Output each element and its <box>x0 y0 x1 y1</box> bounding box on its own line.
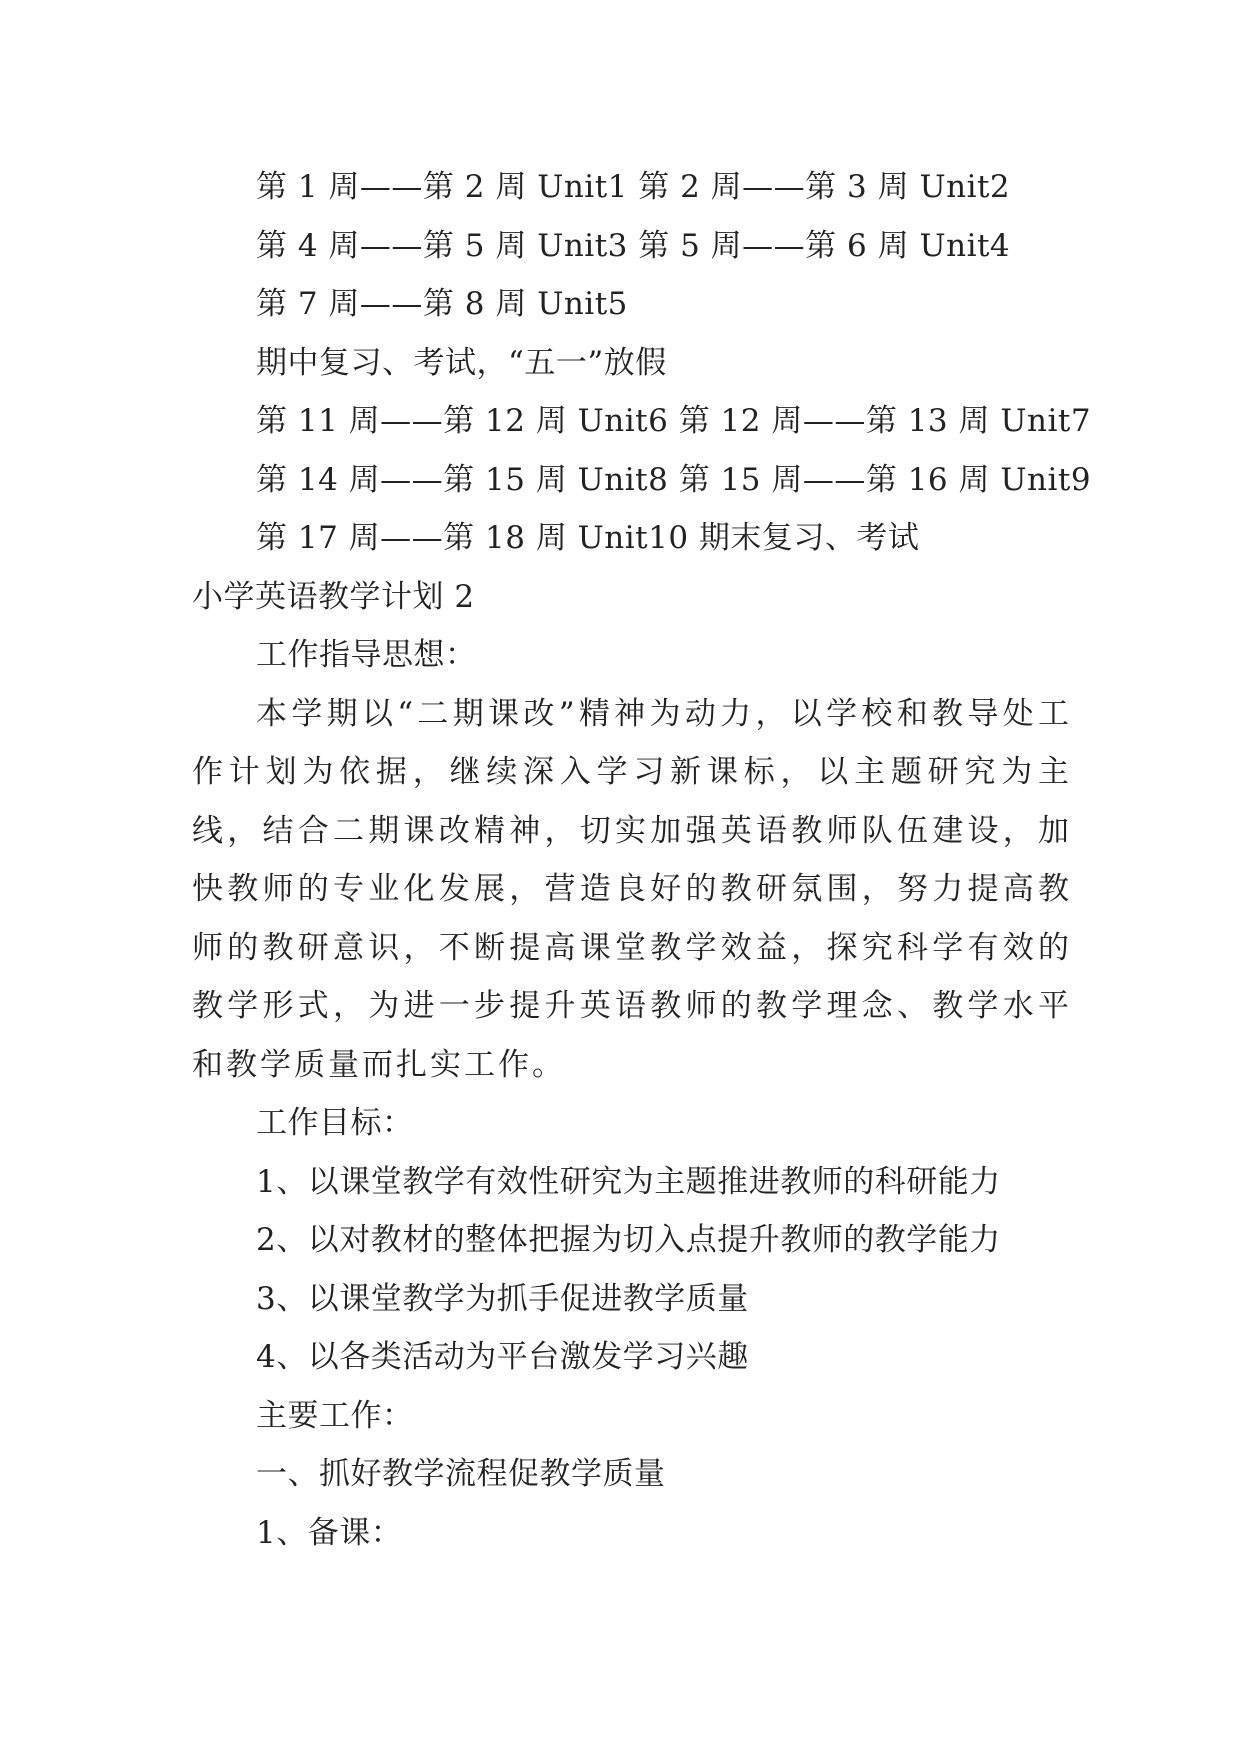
schedule-line: 第 7 周——第 8 周 Unit5 <box>256 286 628 322</box>
section-title: 小学英语教学计划 2 <box>192 578 475 615</box>
guiding-heading: 工作指导思想： <box>256 637 477 673</box>
goal-item: 2、以对教材的整体把握为切入点提升教师的教学能力 <box>256 1222 1001 1258</box>
document-content <box>192 158 1092 1562</box>
sub-item: 1、备课： <box>256 1514 403 1551</box>
goal-item: 1、以课堂教学有效性研究为主题推进教师的科研能力 <box>256 1163 1001 1200</box>
schedule-line: 第 4 周——第 5 周 Unit3 第 5 周——第 6 周 Unit4 <box>256 227 1011 264</box>
schedule-line: 第 11 周——第 12 周 Unit6 第 12 周——第 13 周 Unit7 <box>256 403 1092 439</box>
goal-item: 4、以各类活动为平台激发学习兴趣 <box>256 1339 749 1375</box>
schedule-line: 期中复习、考试，“五一”放假 <box>256 344 667 381</box>
main-work-item: 一、抓好教学流程促教学质量 <box>256 1456 666 1492</box>
goals-heading: 工作目标： <box>256 1105 414 1141</box>
goal-item: 3、以课堂教学为抓手促进教学质量 <box>256 1280 749 1317</box>
guiding-paragraph: 本学期以“二期课改”精神为动力，以学校和教导处工作计划为依据，继续深入学习新课标，以主题研究为主线，结合二期课改精神，切实加强英语教师队伍建设，加快教师的专业化发展，营造良好的教研氛围，努力提高教师的教研意识，不断提高课堂教学效益，探究科学有效的教学形式，为进一步提升英语教师的教学理念、教学水平和教学质量而扎实工作。 <box>192 695 1072 1083</box>
schedule-line: 第 17 周——第 18 周 Unit10 期末复习、考试 <box>256 520 920 556</box>
schedule-line: 第 1 周——第 2 周 Unit1 第 2 周——第 3 周 Unit2 <box>256 169 1011 205</box>
main-work-heading: 主要工作： <box>256 1397 414 1434</box>
schedule-line: 第 14 周——第 15 周 Unit8 第 15 周——第 16 周 Unit9 <box>256 461 1092 498</box>
